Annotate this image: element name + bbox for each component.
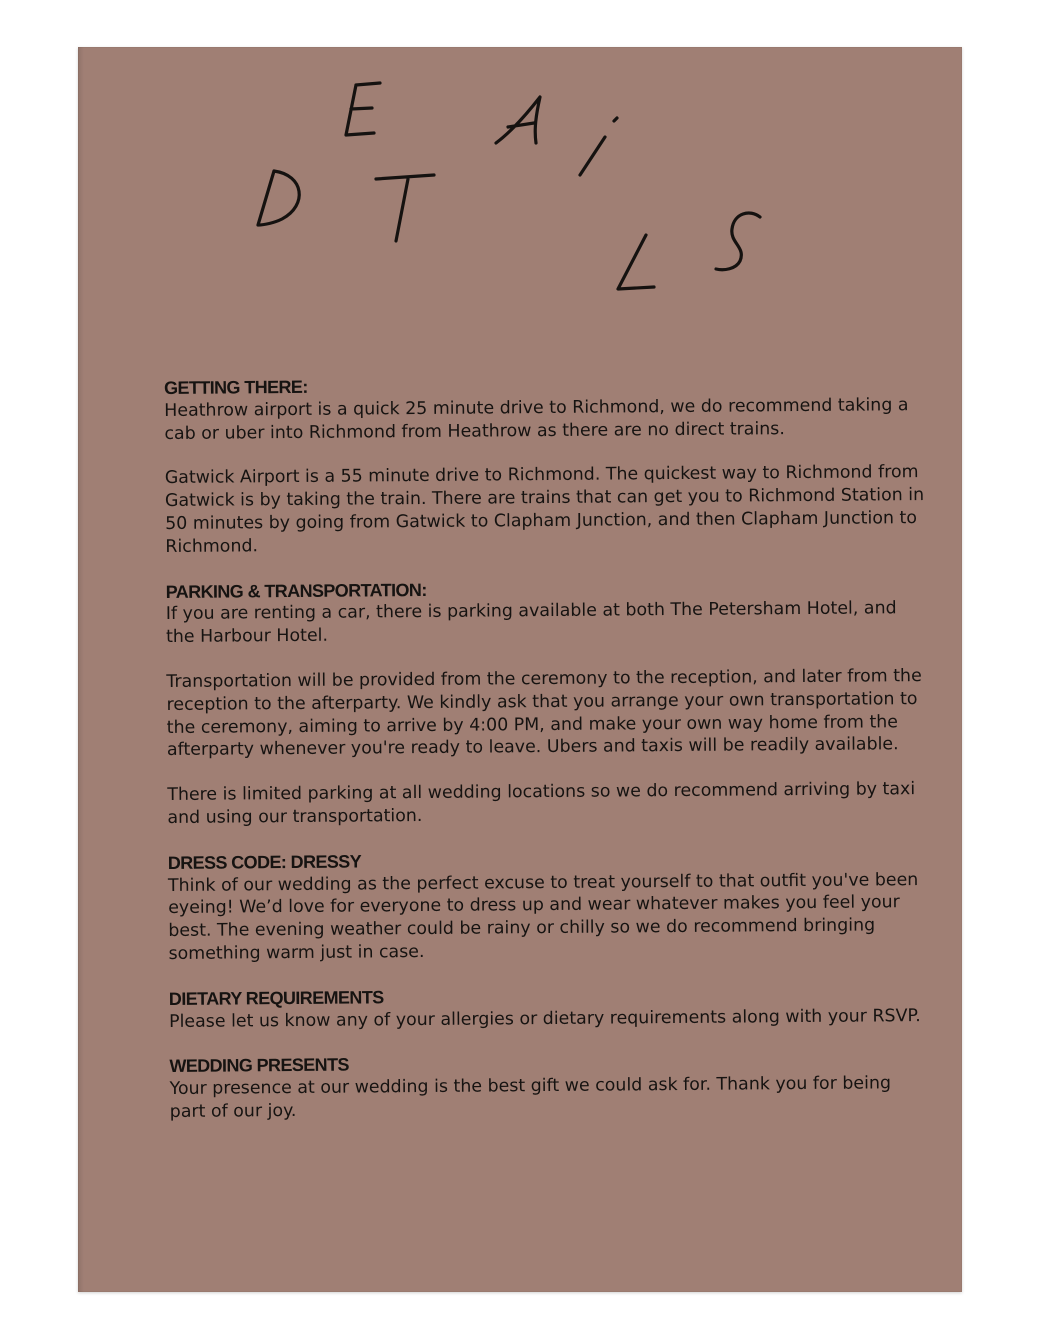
section-paragraph: Your presence at our wedding is the best gift we could ask for. Thank you for being part of our joy.: [169, 1073, 892, 1122]
title-letter-s: [716, 213, 760, 270]
section-paragraph: Think of our wedding as the perfect excuse to treat yourself to that outfit you've been eyeing! We’d love for everyone to dress up and wear whatever makes you feel your best. The evening weather could be rainy or chilly so we do recommend bringing something warm just in case.: [167, 869, 919, 964]
section-wedding-presents: [169, 1049, 930, 1123]
section-getting-there: [164, 371, 925, 559]
section-dress-code-dressy: [168, 846, 929, 966]
handwritten-title: [78, 47, 962, 347]
section-paragraph: If you are renting a car, there is parking available at both The Petersham Hotel, and the Harbour Hotel.: [165, 598, 897, 648]
section-heading: DRESS CODE: DRESSY: [167, 851, 362, 873]
details-card: [78, 47, 962, 1292]
title-lettering: [78, 47, 962, 347]
section-paragraph: Please let us know any of your allergies or dietary requirements along with your RSVP.: [168, 1005, 921, 1032]
section-paragraph: Heathrow airport is a quick 25 minute drive to Richmond, we do recommend taking a cab or uber into Richmond from Heathrow as there are no direct trains.: [164, 394, 909, 444]
title-letter-i: [580, 118, 617, 175]
section-heading: GETTING THERE:: [164, 376, 308, 398]
section-dietary-requirements: [169, 982, 929, 1034]
section-heading: WEDDING PRESENTS: [169, 1054, 349, 1077]
section-paragraph: Gatwick Airport is a 55 minute drive to Richmond. The quickest way to Richmond from Gatwick is by taking the train. There are trains that can get you to Richmond Station in 50 minutes by going from Gatwick to Clapham Junction, and then Clapham Junction to Richmond.: [164, 462, 925, 557]
title-letter-l: [618, 235, 654, 289]
title-letter-e: [346, 83, 380, 135]
details-content: [164, 371, 930, 1146]
section-heading: PARKING & TRANSPORTATION:: [165, 579, 427, 602]
title-letter-d: [258, 171, 299, 225]
section-paragraph: Transportation will be provided from the ceremony to the reception, and later from the reception to the afterparty. We kindly ask that you arrange your own transportation to the ceremony, aiming to arrive by 4:00 PM, and make your own way home from the afterparty whenever you're ready to leave. Ubers and taxis will be readily available.: [166, 666, 922, 761]
section-parking-transportation: [166, 575, 928, 830]
section-paragraph: There is limited parking at all wedding locations so we do recommend arriving by taxi and using our transportation.: [167, 779, 916, 828]
title-letter-t: [376, 175, 434, 241]
title-letter-a: [496, 97, 540, 143]
section-heading: DIETARY REQUIREMENTS: [168, 987, 384, 1009]
